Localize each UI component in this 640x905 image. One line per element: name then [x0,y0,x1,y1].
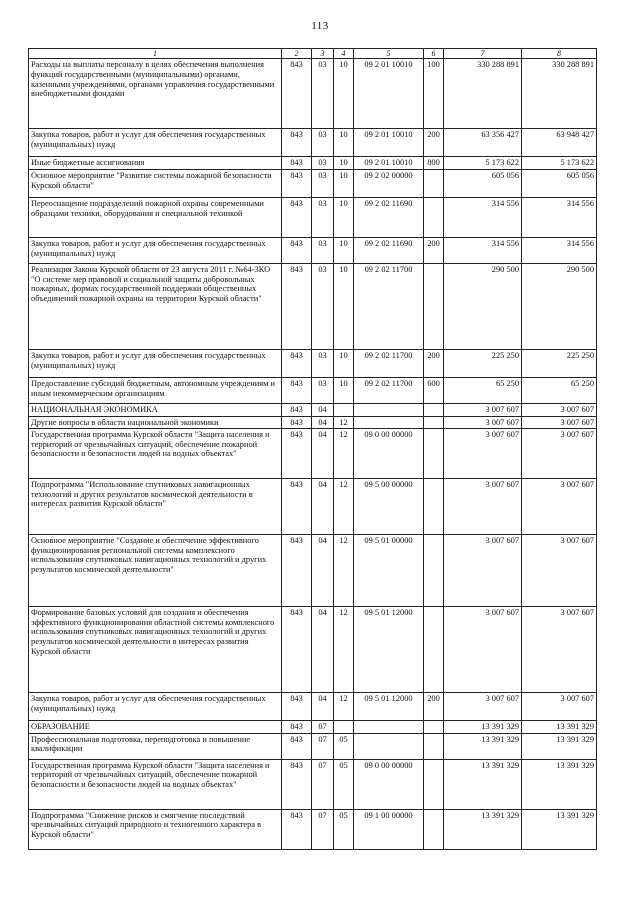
table-row [29,607,597,693]
cell-amount-1: 314 556 [444,197,522,237]
cell-name: Государственная программа Курской области "Защита населения и территорий от чрезвычайных ситуаций, обеспечение пожарной безопасности и безопасности людей на водных объектах" [29,759,282,809]
cell-subsection: 12 [334,693,354,721]
cell-name: Закупка товаров, работ и услуг для обеспечения государственных (муниципальных) нужд [29,349,282,377]
table-row [29,693,597,721]
cell-section: 04 [312,693,334,721]
cell-target-article: 09 2 02 11690 [354,197,424,237]
cell-amount-2: 13 391 329 [522,759,597,809]
header-cell: 8 [522,49,597,59]
cell-name: Подпрограмма "Использование спутниковых навигационных технологий и других результатов космической деятельности в интересах развития Курской области" [29,479,282,535]
cell-name: Переоснащение подразделений пожарной охраны современными образцами техники, оборудования и специальной техникой [29,197,282,237]
cell-target-article: 09 0 00 00000 [354,429,424,479]
cell-target-article: 09 2 02 11690 [354,237,424,263]
table-row [29,416,597,429]
table-header-row [29,49,597,59]
cell-expense-type [424,263,444,349]
cell-name: Профессиональная подготовка, переподготовка и повышение квалификации [29,733,282,759]
cell-amount-2: 290 500 [522,263,597,349]
cell-target-article: 09 2 01 10010 [354,59,424,129]
cell-expense-type [424,535,444,607]
cell-name: Другие вопросы в области национальной экономики [29,416,282,429]
cell-section: 03 [312,59,334,129]
cell-admin-code: 843 [282,693,312,721]
cell-subsection: 12 [334,429,354,479]
cell-section: 07 [312,721,334,734]
cell-amount-2: 3 007 607 [522,607,597,693]
cell-admin-code: 843 [282,129,312,157]
cell-admin-code: 843 [282,169,312,197]
cell-target-article: 09 5 00 00000 [354,479,424,535]
cell-section: 04 [312,403,334,416]
cell-expense-type [424,197,444,237]
cell-name: Реализация Закона Курской области от 23 августа 2011 г. №64-ЗКО "О системе мер правовой и социальной защиты добровольных пожарных, формах государственной поддержки общественных объединений пожарной охраны на территории Курской области" [29,263,282,349]
cell-amount-1: 3 007 607 [444,607,522,693]
cell-expense-type [424,479,444,535]
cell-amount-1: 63 356 427 [444,129,522,157]
cell-amount-2: 314 556 [522,237,597,263]
cell-subsection: 10 [334,237,354,263]
cell-admin-code: 843 [282,607,312,693]
cell-section: 07 [312,733,334,759]
cell-expense-type [424,721,444,734]
cell-section: 03 [312,157,334,170]
cell-name: Государственная программа Курской области "Защита населения и территорий от чрезвычайных ситуаций, обеспечение пожарной безопасности и безопасности людей на водных объектах" [29,429,282,479]
cell-name: Расходы на выплаты персоналу в целях обеспечения выполнения функций государственными (муниципальными) органами, казенными учреждениями, органами управления государственными внебюджетными фондами [29,59,282,129]
cell-amount-1: 13 391 329 [444,721,522,734]
cell-admin-code: 843 [282,535,312,607]
cell-section: 03 [312,263,334,349]
cell-name: Предоставление субсидий бюджетным, автономным учреждениям и иным некоммерческим организациям [29,377,282,403]
cell-expense-type: 200 [424,129,444,157]
cell-section: 03 [312,129,334,157]
header-cell: 2 [282,49,312,59]
cell-section: 03 [312,377,334,403]
cell-amount-1: 3 007 607 [444,416,522,429]
cell-target-article: 09 2 02 00000 [354,169,424,197]
cell-amount-1: 13 391 329 [444,809,522,849]
page-number: 113 [311,20,329,32]
cell-expense-type: 100 [424,59,444,129]
cell-expense-type [424,759,444,809]
table-row [29,129,597,157]
cell-expense-type: 200 [424,349,444,377]
cell-expense-type [424,169,444,197]
cell-amount-2: 3 007 607 [522,416,597,429]
cell-name: Закупка товаров, работ и услуг для обеспечения государственных (муниципальных) нужд [29,693,282,721]
cell-name: Иные бюджетные ассигнования [29,157,282,170]
cell-section: 04 [312,429,334,479]
cell-target-article: 09 5 01 12000 [354,693,424,721]
header-cell: 1 [29,49,282,59]
table-row [29,809,597,849]
cell-section: 07 [312,759,334,809]
cell-admin-code: 843 [282,237,312,263]
cell-name: Закупка товаров, работ и услуг для обеспечения государственных (муниципальных) нужд [29,237,282,263]
cell-admin-code: 843 [282,59,312,129]
table-row [29,721,597,734]
cell-subsection: 12 [334,416,354,429]
table-row [29,479,597,535]
cell-subsection: 05 [334,733,354,759]
cell-admin-code: 843 [282,809,312,849]
cell-amount-1: 330 288 891 [444,59,522,129]
cell-admin-code: 843 [282,479,312,535]
table-row [29,535,597,607]
table-row [29,403,597,416]
cell-subsection: 10 [334,157,354,170]
table-row [29,157,597,170]
cell-amount-2: 330 288 891 [522,59,597,129]
cell-expense-type [424,416,444,429]
cell-amount-2: 3 007 607 [522,479,597,535]
cell-amount-2: 65 250 [522,377,597,403]
cell-amount-1: 5 173 622 [444,157,522,170]
table-row [29,169,597,197]
cell-subsection [334,403,354,416]
cell-target-article: 09 1 00 00000 [354,809,424,849]
cell-expense-type [424,607,444,693]
cell-expense-type: 800 [424,157,444,170]
table-row [29,349,597,377]
cell-subsection: 10 [334,169,354,197]
cell-amount-1: 290 500 [444,263,522,349]
cell-amount-2: 3 007 607 [522,535,597,607]
cell-section: 04 [312,535,334,607]
cell-expense-type [424,733,444,759]
cell-subsection: 10 [334,349,354,377]
cell-subsection: 12 [334,479,354,535]
cell-target-article [354,403,424,416]
cell-amount-2: 3 007 607 [522,403,597,416]
cell-admin-code: 843 [282,197,312,237]
cell-target-article: 09 5 01 00000 [354,535,424,607]
cell-amount-1: 13 391 329 [444,733,522,759]
cell-admin-code: 843 [282,416,312,429]
cell-target-article [354,721,424,734]
budget-table [28,48,597,850]
cell-name: Подпрограмма "Снижение рисков и смягчение последствий чрезвычайных ситуаций природного и техногенного характера в Курской области" [29,809,282,849]
cell-target-article: 09 2 02 11700 [354,349,424,377]
cell-name: НАЦИОНАЛЬНАЯ ЭКОНОМИКА [29,403,282,416]
cell-amount-2: 13 391 329 [522,733,597,759]
cell-expense-type [424,809,444,849]
cell-target-article [354,416,424,429]
cell-amount-2: 3 007 607 [522,693,597,721]
table-body [29,59,597,850]
cell-subsection: 12 [334,535,354,607]
cell-subsection: 10 [334,263,354,349]
cell-amount-2: 5 173 622 [522,157,597,170]
cell-admin-code: 843 [282,429,312,479]
cell-admin-code: 843 [282,349,312,377]
cell-subsection: 10 [334,197,354,237]
cell-amount-2: 3 007 607 [522,429,597,479]
cell-amount-1: 314 556 [444,237,522,263]
cell-admin-code: 843 [282,263,312,349]
cell-target-article: 09 2 01 10010 [354,157,424,170]
cell-name: Основное мероприятие "Развитие системы пожарной безопасности Курской области" [29,169,282,197]
cell-amount-1: 3 007 607 [444,403,522,416]
cell-amount-1: 3 007 607 [444,693,522,721]
cell-subsection: 10 [334,129,354,157]
cell-admin-code: 843 [282,403,312,416]
table-row [29,733,597,759]
cell-amount-1: 225 250 [444,349,522,377]
table-row [29,237,597,263]
cell-subsection: 05 [334,759,354,809]
header-cell: 4 [334,49,354,59]
cell-admin-code: 843 [282,733,312,759]
cell-amount-1: 605 056 [444,169,522,197]
cell-expense-type: 200 [424,237,444,263]
cell-expense-type: 200 [424,693,444,721]
cell-target-article: 09 2 01 10010 [354,129,424,157]
cell-target-article [354,733,424,759]
cell-name: Формирование базовых условий для создания и обеспечения эффективного функционирования областной системы комплексного использования спутниковых навигационных технологий и других результатов космической деятельности в интересах развития Курской области [29,607,282,693]
cell-admin-code: 843 [282,377,312,403]
cell-target-article: 09 0 00 00000 [354,759,424,809]
cell-subsection: 12 [334,607,354,693]
cell-target-article: 09 5 01 12000 [354,607,424,693]
cell-section: 04 [312,479,334,535]
cell-name: Основное мероприятие "Создание и обеспечение эффективного функционирования региональной системы комплексного использования спутниковых навигационных технологий и других результатов космической деятельности" [29,535,282,607]
table-row [29,263,597,349]
cell-subsection: 05 [334,809,354,849]
cell-amount-2: 225 250 [522,349,597,377]
cell-name: ОБРАЗОВАНИЕ [29,721,282,734]
cell-expense-type [424,429,444,479]
table-row [29,59,597,129]
header-cell: 6 [424,49,444,59]
cell-section: 03 [312,349,334,377]
cell-amount-1: 3 007 607 [444,429,522,479]
cell-amount-2: 605 056 [522,169,597,197]
cell-subsection: 10 [334,59,354,129]
table-row [29,429,597,479]
cell-name: Закупка товаров, работ и услуг для обеспечения государственных (муниципальных) нужд [29,129,282,157]
table-row [29,377,597,403]
cell-amount-1: 65 250 [444,377,522,403]
cell-amount-2: 63 948 427 [522,129,597,157]
cell-section: 04 [312,416,334,429]
cell-section: 04 [312,607,334,693]
table-row [29,197,597,237]
cell-subsection [334,721,354,734]
cell-section: 03 [312,197,334,237]
table-row [29,759,597,809]
cell-subsection: 10 [334,377,354,403]
cell-expense-type [424,403,444,416]
cell-target-article: 09 2 02 11700 [354,263,424,349]
cell-admin-code: 843 [282,759,312,809]
cell-amount-1: 3 007 607 [444,535,522,607]
cell-amount-2: 13 391 329 [522,721,597,734]
cell-section: 03 [312,169,334,197]
header-cell: 5 [354,49,424,59]
cell-section: 03 [312,237,334,263]
cell-amount-2: 13 391 329 [522,809,597,849]
cell-expense-type: 600 [424,377,444,403]
cell-amount-1: 13 391 329 [444,759,522,809]
cell-amount-2: 314 556 [522,197,597,237]
cell-admin-code: 843 [282,157,312,170]
cell-section: 07 [312,809,334,849]
header-cell: 3 [312,49,334,59]
cell-admin-code: 843 [282,721,312,734]
cell-amount-1: 3 007 607 [444,479,522,535]
cell-target-article: 09 2 02 11700 [354,377,424,403]
header-cell: 7 [444,49,522,59]
